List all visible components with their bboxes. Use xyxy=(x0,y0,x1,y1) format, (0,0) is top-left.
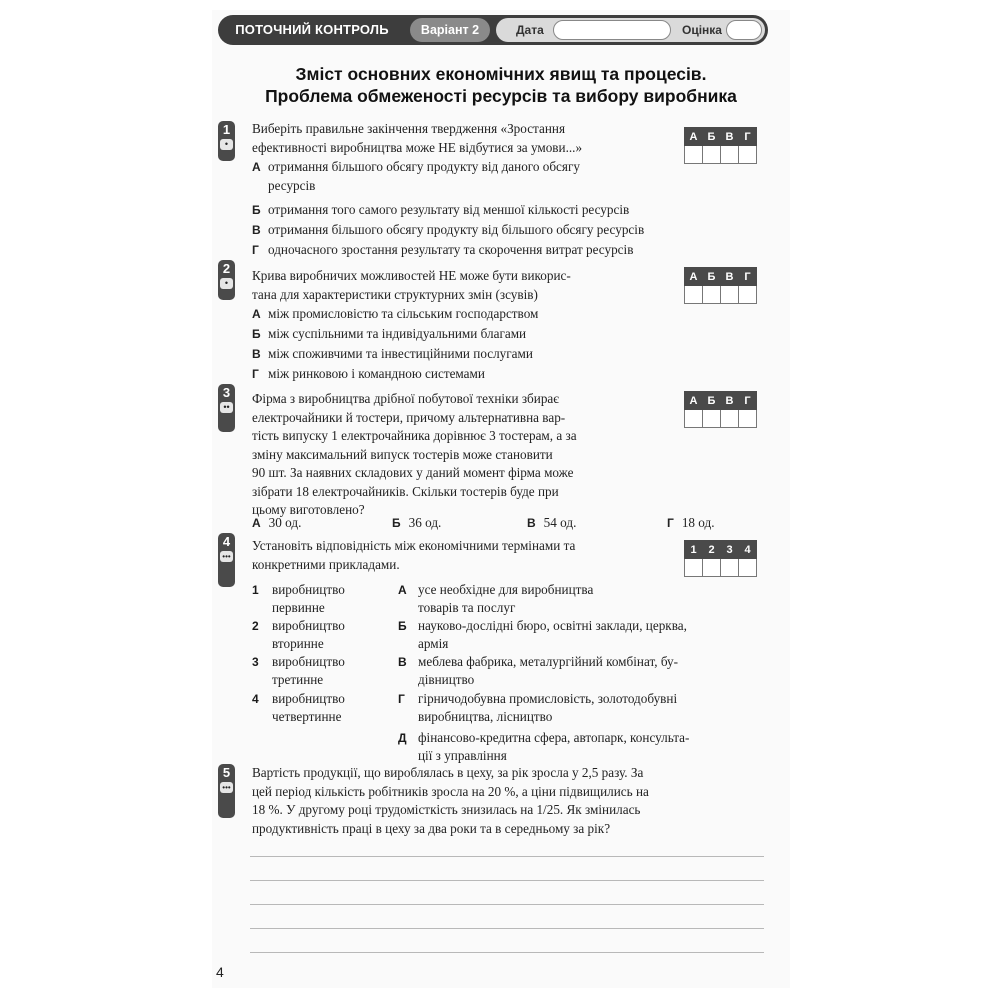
option-a xyxy=(252,158,722,198)
option-letter: Б xyxy=(392,516,401,530)
option-c xyxy=(252,221,782,240)
question-2-text xyxy=(252,267,571,304)
question-text-line: продуктивність праці в цеху за два роки та в середньому за рік? xyxy=(252,820,611,836)
question-text-line: Фірма з виробництва дрібної побутової техніки збирає xyxy=(252,391,559,406)
question-4-text xyxy=(252,537,575,574)
date-field[interactable] xyxy=(553,20,671,40)
answer-cell[interactable] xyxy=(685,146,703,164)
option-letter: Г xyxy=(667,516,674,530)
header-bar xyxy=(218,15,768,45)
option-letter: Б xyxy=(252,327,261,341)
option-text: 18 од. xyxy=(681,515,715,530)
question-number-4 xyxy=(218,533,235,587)
question-text-line: Крива виробничих можливостей НЕ може бути викорис- xyxy=(252,268,571,283)
page-number: 4 xyxy=(216,964,224,980)
example-item: гірничодобувна промисловість, золотодобувні виробництва, лісництво xyxy=(418,691,678,724)
question-number-3 xyxy=(218,384,235,432)
example-item: фінансово-кредитна сфера, автопарк, консульта- ції з управління xyxy=(418,730,690,763)
example-item: науково-дослідні бюро, освітні заклади, церква, армія xyxy=(418,618,687,651)
term-number: 1 xyxy=(252,583,259,597)
date-label: Дата xyxy=(516,23,544,37)
example-letter: А xyxy=(398,583,407,597)
question-number-text: 1 xyxy=(222,122,231,137)
example-item: усе необхідне для виробництва товарів та послуг xyxy=(418,582,594,615)
option-letter: В xyxy=(252,223,261,237)
answer-cell[interactable] xyxy=(703,286,721,304)
option-c xyxy=(252,345,722,364)
question-text-line: 18 %. У другому році трудомісткість знизилась на 1/25. Як змінилась xyxy=(252,802,641,817)
grade-field[interactable] xyxy=(726,20,762,40)
option-c xyxy=(527,514,576,532)
option-text: між ринковою і командною системами xyxy=(268,366,485,381)
question-text-line: зміну максимальний випуск тостерів може становити xyxy=(252,446,553,462)
answer-cell[interactable] xyxy=(685,286,703,304)
answer-cell[interactable] xyxy=(739,410,757,428)
term-item: виробництво третинне xyxy=(272,654,345,687)
option-b xyxy=(252,325,722,344)
difficulty-level: ••• xyxy=(220,782,233,793)
answer-cell[interactable] xyxy=(739,559,757,577)
question-number-2 xyxy=(218,260,235,300)
question-text-line: зібрати 18 електрочайників. Скільки тостерів буде при xyxy=(252,483,559,499)
question-5-text xyxy=(252,764,782,838)
option-b xyxy=(252,201,772,220)
answer-cell[interactable] xyxy=(721,559,739,577)
answer-cell[interactable] xyxy=(685,559,703,577)
option-text: 36 од. xyxy=(408,515,442,530)
variant-badge: Варіант 2 xyxy=(410,18,490,42)
answer-cell[interactable] xyxy=(703,410,721,428)
answer-cell[interactable] xyxy=(739,286,757,304)
term-number: 4 xyxy=(252,692,259,706)
question-number-1 xyxy=(218,121,235,161)
option-letter: В xyxy=(527,516,536,530)
answer-cell[interactable] xyxy=(739,146,757,164)
option-text: між суспільними та індивідуальними благами xyxy=(268,326,527,341)
question-text-line: 90 шт. За наявних складових у даний момент фірма може xyxy=(252,465,574,480)
example-letter: Б xyxy=(398,619,407,633)
answer-cell[interactable] xyxy=(721,146,739,164)
question-text-line: Виберіть правильне закінчення твердження «Зростання xyxy=(252,121,566,136)
answer-grid-1: А Б В Г xyxy=(684,127,761,164)
answer-cell[interactable] xyxy=(721,410,739,428)
option-d xyxy=(252,365,722,384)
question-1-text xyxy=(252,120,582,157)
option-letter: А xyxy=(252,160,261,174)
question-text-line: конкретними прикладами. xyxy=(252,556,400,572)
option-letter: В xyxy=(252,347,261,361)
option-letter: Г xyxy=(252,243,259,257)
question-number-text: 3 xyxy=(222,385,231,400)
question-number-text: 2 xyxy=(222,261,231,276)
header-title: ПОТОЧНИЙ КОНТРОЛЬ xyxy=(235,22,389,37)
answer-cell[interactable] xyxy=(703,559,721,577)
difficulty-level: ••• xyxy=(220,551,233,562)
term-item: виробництво вторинне xyxy=(272,618,345,651)
question-text-line: ефективності виробництва може НЕ відбутися за умови...» xyxy=(252,139,583,155)
option-text: 30 од. xyxy=(268,515,302,530)
question-text-line: Вартість продукції, що вироблялась в цеху, за рік зросла у 2,5 разу. За xyxy=(252,765,644,780)
example-item: меблева фабрика, металургійний комбінат, бу- дівництво xyxy=(418,654,679,687)
grade-label: Оцінка xyxy=(682,23,722,37)
question-text-line: цей період кількість робітників зросла на 20 %, а ціни підвищились на xyxy=(252,783,649,799)
answer-cell[interactable] xyxy=(721,286,739,304)
option-text: отримання того самого результату від меншої кількості ресурсів xyxy=(268,202,630,217)
term-item: виробництво четвертинне xyxy=(272,691,345,724)
option-a xyxy=(252,514,301,532)
option-a xyxy=(252,305,722,324)
answer-line[interactable] xyxy=(250,952,764,953)
answer-line[interactable] xyxy=(250,880,764,881)
date-grade-panel xyxy=(496,18,765,42)
term-item: виробництво первинне xyxy=(272,582,345,615)
answer-cell[interactable] xyxy=(703,146,721,164)
option-d xyxy=(667,514,715,532)
answer-grid-3: А Б В Г xyxy=(684,391,761,428)
answer-grid-4: 1 2 3 4 xyxy=(684,540,761,577)
difficulty-level: • xyxy=(220,278,233,289)
answer-cell[interactable] xyxy=(685,410,703,428)
page-title-line-2: Проблема обмеженості ресурсів та вибору виробника xyxy=(265,86,737,106)
answer-line[interactable] xyxy=(250,856,764,857)
option-text: отримання більшого обсягу продукту від даного обсягу ресурсів xyxy=(268,159,580,193)
page-title-line-1: Зміст основних економічних явищ та процесів. xyxy=(295,64,707,84)
question-number-5 xyxy=(218,764,235,818)
question-text-line: тана для характеристики структурних змін (зсувів) xyxy=(252,286,538,302)
question-text-line: тість випуску 1 електрочайника дорівнює 3 тостерам, а за xyxy=(252,428,577,443)
answer-line[interactable] xyxy=(250,904,764,905)
answer-grid-2: А Б В Г xyxy=(684,267,761,304)
option-text: отримання більшого обсягу продукту від більшого обсягу ресурсів xyxy=(268,222,645,237)
answer-line[interactable] xyxy=(250,928,764,929)
question-3-text xyxy=(252,390,577,520)
option-text: 54 од. xyxy=(543,515,577,530)
question-number-text: 4 xyxy=(222,534,231,549)
worksheet-page xyxy=(212,10,790,988)
option-letter: А xyxy=(252,307,261,321)
term-number: 3 xyxy=(252,655,259,669)
question-text-line: Установіть відповідність між економічними термінами та xyxy=(252,538,576,553)
option-b xyxy=(392,514,441,532)
question-number-text: 5 xyxy=(222,765,231,780)
option-text: між промисловістю та сільським господарством xyxy=(268,306,539,321)
example-letter: Г xyxy=(398,692,405,706)
term-number: 2 xyxy=(252,619,259,633)
difficulty-level: •• xyxy=(220,402,233,413)
option-d xyxy=(252,241,782,260)
example-letter: В xyxy=(398,655,407,669)
question-text-line: електрочайники й тостери, причому альтернативна вар- xyxy=(252,409,566,425)
option-letter: А xyxy=(252,516,261,530)
option-letter: Б xyxy=(252,203,261,217)
option-letter: Г xyxy=(252,367,259,381)
difficulty-level: • xyxy=(220,139,233,150)
option-text: одночасного зростання результату та скорочення витрат ресурсів xyxy=(268,242,634,257)
option-text: між споживчими та інвестиційними послугами xyxy=(268,346,533,361)
question-text-line: цьому виготовлено? xyxy=(252,502,365,517)
example-letter: Д xyxy=(398,731,407,745)
